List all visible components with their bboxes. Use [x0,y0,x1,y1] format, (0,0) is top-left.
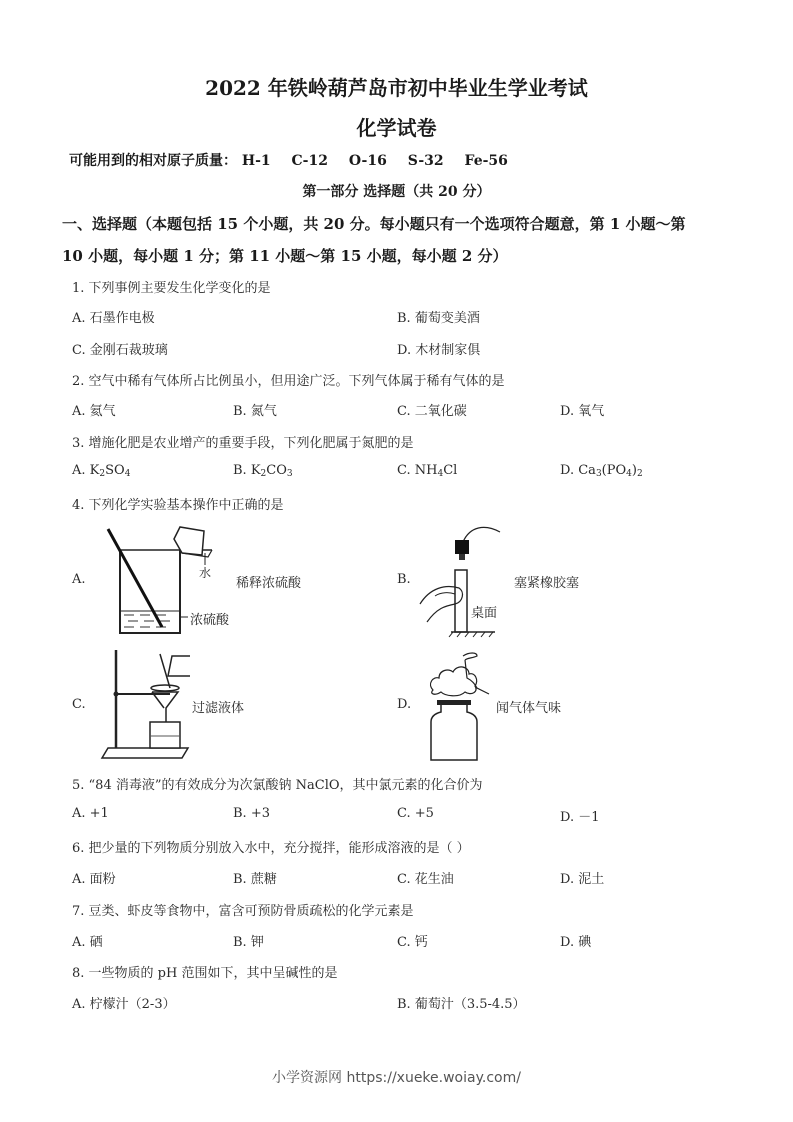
question-2-option-a: A. 氦气 [72,404,116,419]
question-4-option-a-letter: A. [72,572,86,587]
question-5-option-b: B. +3 [233,806,270,821]
question-4-option-b-caption: 塞紧橡胶塞 [514,576,580,591]
question-4-option-d-caption: 闻气体气味 [496,701,562,716]
question-4-option-c-caption: 过滤液体 [192,701,245,716]
question-1-option-a: A. 石墨作电极 [72,311,155,326]
question-8-option-b: B. 葡萄汁（3.5-4.5） [397,997,526,1012]
question-1-option-c: C. 金刚石裁玻璃 [72,343,168,358]
question-6-option-d: D. 泥土 [560,872,605,887]
section-instructions-line2: 10 小题，每小题 1 分；第 11 小题～第 15 小题，每小题 2 分） [62,247,508,265]
question-3-option-d: D. $Ca_3(PO_4)_2$ [560,463,643,479]
dilution-diagram-icon [100,525,230,640]
question-4-option-a-caption: 稀释浓硫酸 [236,576,302,591]
question-4-option-d-letter: D. [397,697,412,712]
question-5-option-d: D. －1 [560,810,600,825]
part-one-heading: 第一部分 选择题（共 20 分） [302,184,491,200]
stopper-diagram-icon [415,522,525,640]
exam-title: 2022 年铁岭葫芦岛市初中毕业生学业考试 [205,76,588,100]
question-6-stem: 6. 把少量的下列物质分别放入水中，充分搅拌，能形成溶液的是（ ） [72,841,470,856]
atomic-mass-s: S-32 [407,153,444,169]
atomic-mass-fe: Fe-56 [464,153,508,169]
question-8-stem: 8. 一些物质的 pH 范围如下，其中呈碱性的是 [72,966,338,981]
atomic-masses-line [69,150,524,170]
question-2-option-d: D. 氧气 [560,404,605,419]
exam-subtitle: 化学试卷 [356,116,437,140]
question-5-option-a: A. +1 [72,806,109,821]
question-8-option-a: A. 柠檬汁（2-3） [72,997,176,1012]
question-6-option-a: A. 面粉 [72,872,116,887]
question-4-option-b-letter: B. [397,572,411,587]
question-3-option-a: A. $K_2SO_4$ [72,463,131,479]
section-instructions-line1: 一、选择题（本题包括 15 个小题，共 20 分。每小题只有一个选项符合题意，第 1 小题～第 [62,215,686,233]
atomic-mass-h: H-1 [241,153,271,169]
question-1-option-b: B. 葡萄变美酒 [397,311,480,326]
question-3-option-c: C. $NH_4Cl$ [397,463,458,479]
question-4-stem: 4. 下列化学实验基本操作中正确的是 [72,498,284,513]
question-1-stem: 1. 下列事例主要发生化学变化的是 [72,281,271,296]
fig-label-conc-sulfuric-acid: 浓硫酸 [190,613,230,628]
atomic-mass-c: C-12 [291,153,328,169]
question-6-option-c: C. 花生油 [397,872,454,887]
question-2-stem: 2. 空气中稀有气体所占比例虽小，但用途广泛。下列气体属于稀有气体的是 [72,374,505,389]
fig-label-tabletop: 桌面 [471,606,498,621]
question-7-option-b: B. 钾 [233,935,264,950]
question-4-option-c-letter: C. [72,697,86,712]
question-7-option-d: D. 碘 [560,935,592,950]
question-6-option-b: B. 蔗糖 [233,872,277,887]
question-3-option-b: B. $K_2CO_3$ [233,463,293,479]
question-2-option-c: C. 二氧化碳 [397,404,467,419]
question-7-option-c: C. 钙 [397,935,428,950]
question-5-stem: 5. “84 消毒液”的有效成分为次氯酸钠 NaClO，其中氯元素的化合价为 [72,778,483,793]
atomic-mass-o: O-16 [348,153,387,169]
smell-gas-diagram-icon [425,650,495,762]
question-2-option-b: B. 氮气 [233,404,277,419]
footer-watermark: 小学资源网 https://xueke.woiay.com/ [272,1070,521,1086]
filtration-diagram-icon [100,648,190,763]
fig-label-water: 水 [199,566,212,580]
question-7-option-a: A. 硒 [72,935,103,950]
question-3-stem: 3. 增施化肥是农业增产的重要手段，下列化肥属于氮肥的是 [72,436,414,451]
question-1-option-d: D. 木材制家俱 [397,343,481,358]
question-7-stem: 7. 豆类、虾皮等食物中，富含可预防骨质疏松的化学元素是 [72,904,414,919]
atomic-masses-label: 可能用到的相对原子质量： [69,153,237,169]
question-5-option-c: C. +5 [397,806,434,821]
